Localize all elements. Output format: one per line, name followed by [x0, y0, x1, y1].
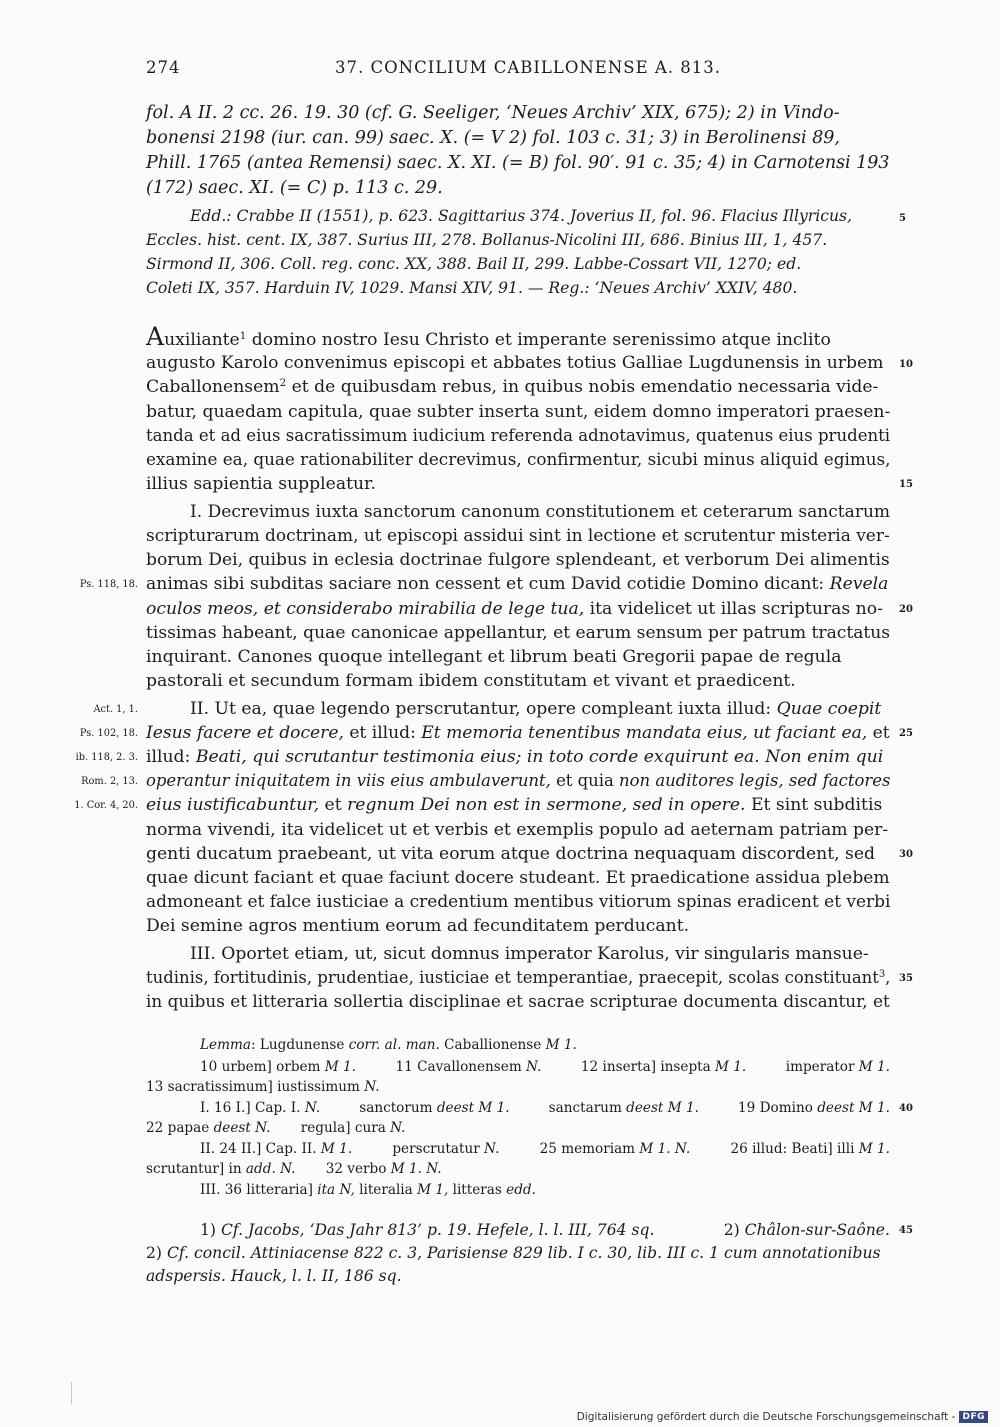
apparatus-line: I. 16 I.] Cap. I. N. sanctorum deest M 1. sanctarum deest M 1. 19 Domino deest M 1.: [200, 1100, 890, 1116]
text-line: pastorali et secundum formam ibidem constitutam et vivant et praedicent.: [146, 671, 796, 691]
page-number: 274: [146, 58, 181, 77]
text-line: augusto Karolo convenimus episcopi et abbates totius Galliae Lugdunensis in urbem: [146, 353, 884, 373]
text-line: animas sibi subditas saciare non cessent et cum David cotidie Domino dicant: Revela: [146, 574, 889, 594]
running-head: 37. CONCILIUM CABILLONENSE A. 813.: [335, 58, 722, 77]
apparatus-line: 10 urbem] orbem M 1. 11 Cavallonensem N. 12 inserta] insepta M 1. imperator M 1.: [200, 1059, 890, 1075]
margin-reference: Ps. 102, 18.: [79, 728, 138, 739]
text-line: Auxiliante$^1$ domino nostro Iesu Christo et imperante serenissimo atque inclito: [146, 322, 831, 351]
text-line: Caballonensem$^2$ et de quibusdam rebus, in quibus nobis emendatio necessaria vide-: [146, 377, 879, 397]
text-line: in quibus et litteraria sollertia disciplinae et sacrae scripturae documenta discantur, et: [146, 992, 890, 1012]
text-line: batur, quaedam capitula, quae subter inserta sunt, eidem domno imperatori praesen-: [146, 402, 891, 422]
apparatus-line: scrutantur] in add. N. 32 verbo M 1. N.: [146, 1161, 442, 1177]
footnote-ref: 1: [239, 330, 247, 342]
initial-letter: A: [146, 322, 165, 351]
text-line: I. Decrevimus iuxta sanctorum canonum constitutionem et ceterarum sanctarum: [190, 502, 891, 522]
margin-reference: ib. 118, 2. 3.: [75, 752, 138, 763]
text-line: III. Oportet etiam, ut, sicut domnus imperator Karolus, vir singularis mansue-: [190, 944, 869, 964]
text-line: eius iustificabuntur, et regnum Dei non est in sermone, sed in opere. Et sint subditis: [146, 795, 883, 815]
footer-text: Digitalisierung gefördert durch die Deutsche Forschungsgemeinschaft -: [576, 1411, 956, 1423]
footnote-ref: 3: [878, 968, 886, 980]
margin-reference: Ps. 118, 18.: [79, 579, 138, 590]
line-number: 10: [899, 359, 913, 370]
apparatus-line: Lemma: Lugdunense corr. al. man. Caballionense M 1.: [200, 1037, 577, 1053]
text-line: quae dicunt faciant et quae faciunt docere studeant. Et praedicatione assidua plebem: [146, 868, 890, 888]
dfg-logo: DFG: [959, 1411, 988, 1423]
text-line: norma vivendi, ita videlicet ut et verbis et exemplis populo ad aeternam patriam per-: [146, 820, 889, 840]
apparatus-line: 22 papae deest N. regula] cura N.: [146, 1120, 406, 1136]
line-number: 15: [899, 479, 913, 490]
margin-reference: Act. 1, 1.: [93, 704, 138, 715]
ms-line: (172) saec. XI. (= C) p. 113 c. 29.: [146, 178, 443, 198]
editions-line: Eccles. hist. cent. IX, 387. Surius III, 278. Bollanus-Nicolini III, 686. Binius III, 1, 457.: [146, 231, 828, 249]
text-line: scripturarum doctrinam, ut episcopi assidui sint in lectione et scrutentur misteria ver-: [146, 526, 890, 546]
footnote-ref: 2: [279, 377, 287, 389]
line-number: 40: [899, 1103, 913, 1114]
apparatus-line: II. 24 II.] Cap. II. M 1. perscrutatur N. 25 memoriam M 1. N. 26 illud: Beati] illi M 1.: [200, 1141, 890, 1157]
text-line: examine ea, quae rationabiliter decrevimus, confirmentur, sicubi minus aliquid egimus,: [146, 450, 891, 470]
text-line: tissimas habeant, quae canonicae appellantur, et earum sensum per patrum tractatus: [146, 623, 891, 643]
text-line: inquirant. Canones quoque intellegant et librum beati Gregorii papae de regula: [146, 647, 842, 667]
footnote-line: 2) Cf. concil. Attiniacense 822 c. 3, Parisiense 829 lib. I c. 30, lib. III c. 1 cum annotationibus: [146, 1244, 881, 1262]
line-number: 20: [899, 604, 913, 615]
line-number: 25: [899, 728, 913, 739]
ms-line: bonensi 2198 (iur. can. 99) saec. X. (= V 2) fol. 103 c. 31; 3) in Berolinensi 89,: [146, 128, 840, 148]
digitization-footer: [577, 1411, 988, 1423]
text-line: tudinis, fortitudinis, prudentiae, iusticiae et temperantiae, praecepit, scolas constituant$^3$,: [146, 968, 891, 988]
line-number: 35: [899, 973, 913, 984]
text-line: tanda et ad eius sacratissimum iudicium referenda adnotavimus, quatenus eius prudenti: [146, 426, 891, 446]
apparatus-line: III. 36 litteraria] ita N, literalia M 1, litteras edd.: [200, 1182, 536, 1198]
text-line: II. Ut ea, quae legendo perscrutantur, opere compleant iuxta illud: Quae coepit: [190, 699, 882, 719]
ms-line: Phill. 1765 (antea Remensi) saec. X. XI. (= B) fol. 90′. 91 c. 35; 4) in Carnotensi 193: [146, 153, 890, 173]
ms-line: fol. A II. 2 cc. 26. 19. 30 (cf. G. Seeliger, ‘Neues Archiv’ XIX, 675); 2) in Vindo-: [146, 103, 840, 123]
line-number: 5: [899, 213, 906, 224]
scan-mark: [71, 1382, 72, 1404]
text-line: admoneant et falce iusticiae a credentium mentibus vitiorum spinas eradicent et verbi: [146, 892, 891, 912]
text-line: illius sapientia suppleatur.: [146, 474, 376, 494]
footnote-line: 1) Cf. Jacobs, ‘Das Jahr 813’ p. 19. Hefele, l. l. III, 764 sq. 2) Châlon-sur-Saône.: [200, 1221, 890, 1239]
editions-line: Coleti IX, 357. Harduin IV, 1029. Mansi XIV, 91. — Reg.: ‘Neues Archiv’ XXIV, 480.: [146, 279, 798, 297]
text-line: genti ducatum praebeant, ut vita eorum atque doctrina nequaquam discordent, sed: [146, 844, 876, 864]
line-number: 30: [899, 849, 913, 860]
margin-reference: 1. Cor. 4, 20.: [74, 800, 138, 811]
text-line: borum Dei, quibus in eclesia doctrinae fulgore splendeant, et verborum Dei alimentis: [146, 550, 890, 570]
line-number: 45: [899, 1225, 913, 1236]
text-line: Dei semine agros mentium eorum ad fecunditatem perducant.: [146, 916, 690, 936]
footnote-line: adspersis. Hauck, l. l. II, 186 sq.: [146, 1267, 402, 1285]
text-line: oculos meos, et considerabo mirabilia de lege tua, ita videlicet ut illas scripturas no-: [146, 599, 883, 619]
editions-line: Sirmond II, 306. Coll. reg. conc. XX, 388. Bail II, 299. Labbe-Cossart VII, 1270; ed.: [146, 255, 802, 273]
text-line: Iesus facere et docere, et illud: Et memoria tenentibus mandata eius, ut faciant ea, et: [146, 723, 890, 743]
text-line: illud: Beati, qui scrutantur testimonia eius; in toto corde exquirunt ea. Non enim qui: [146, 747, 884, 767]
margin-reference: Rom. 2, 13.: [81, 776, 138, 787]
apparatus-line: 13 sacratissimum] iustissimum N.: [146, 1079, 380, 1095]
text-line: operantur iniquitatem in viis eius ambulaverunt, et quia non auditores legis, sed factores: [146, 771, 891, 791]
editions-line: Edd.: Crabbe II (1551), p. 623. Sagittarius 374. Joverius II, fol. 96. Flacius Illyricus,: [190, 207, 852, 225]
